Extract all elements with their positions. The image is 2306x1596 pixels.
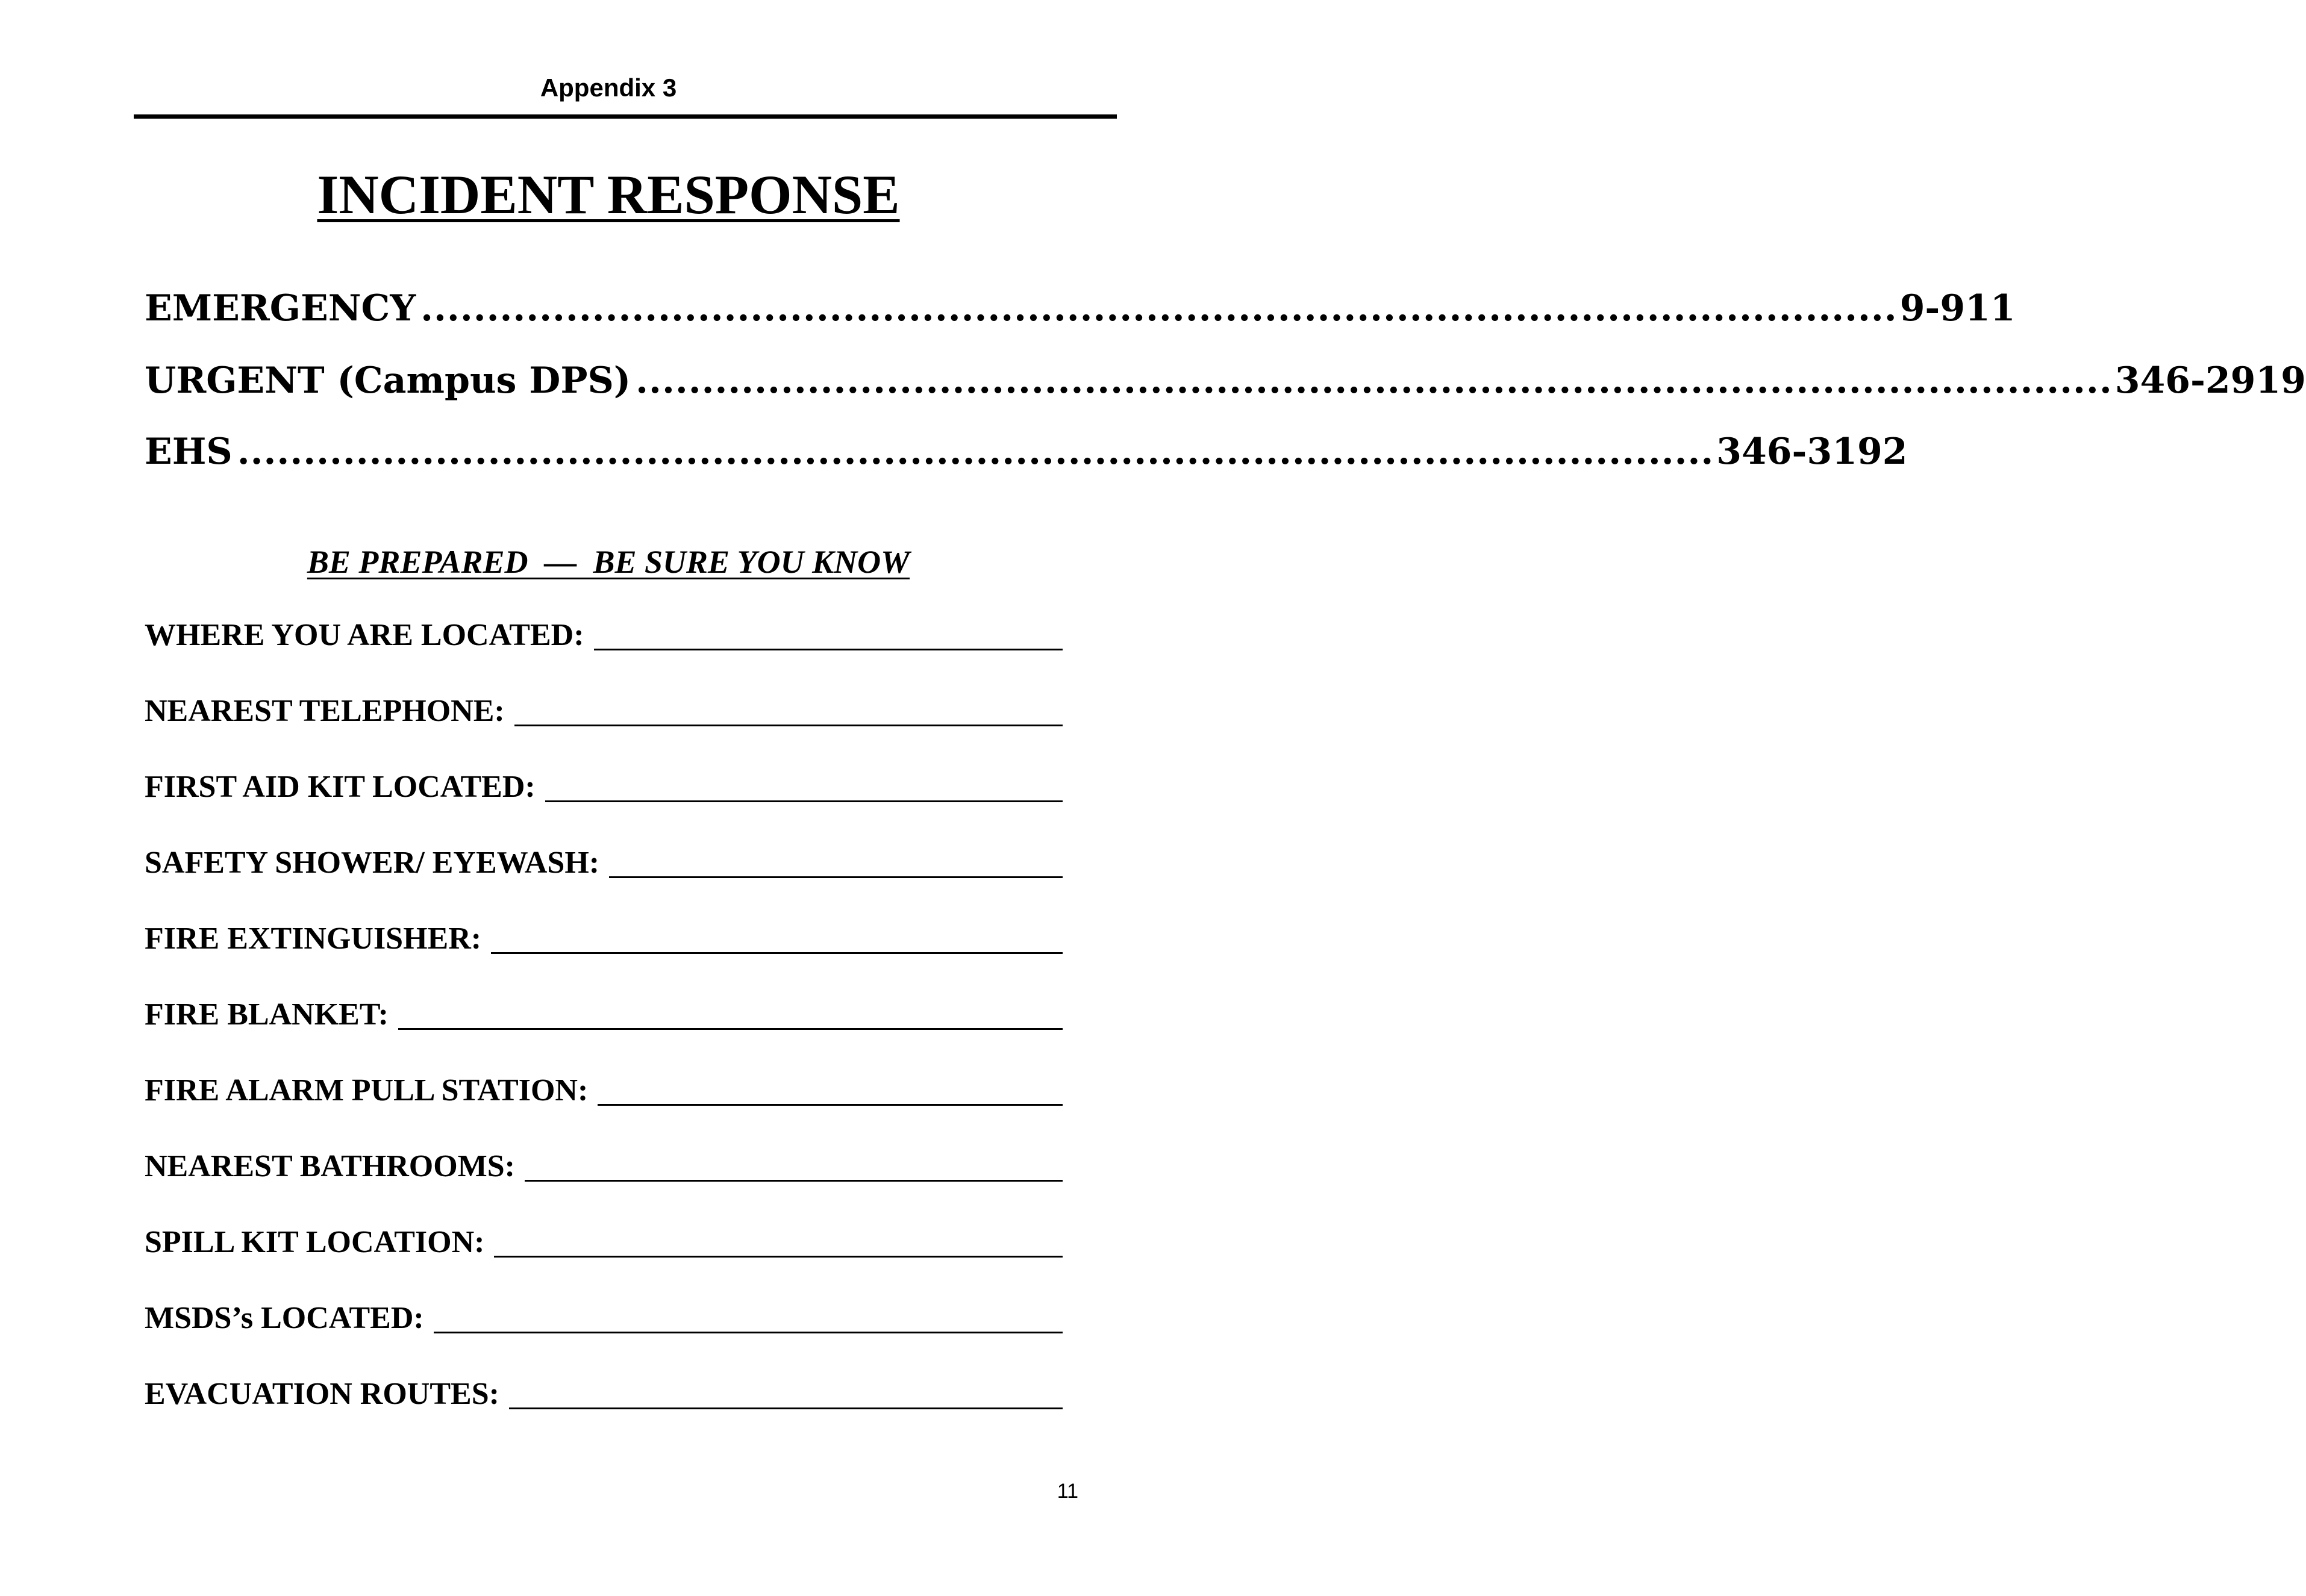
fill-in-blank — [434, 1332, 1063, 1333]
be-prepared-heading: BE PREPARED — BE SURE YOU KNOW — [307, 544, 910, 580]
header-divider — [134, 114, 1117, 119]
page-title: INCIDENT RESPONSE — [317, 164, 900, 225]
field-row-first-aid — [145, 764, 1063, 806]
contact-row-ehs — [145, 428, 1908, 476]
field-row-pull-station — [145, 1067, 1063, 1109]
contact-number: 346-3192 — [1716, 431, 1908, 473]
dot-leader: ................................................................................................................ — [636, 360, 2113, 402]
fill-in-blank — [594, 649, 1063, 650]
field-label: FIRE ALARM PULL STATION: — [145, 1073, 589, 1108]
field-label: SPILL KIT LOCATION: — [145, 1225, 485, 1259]
field-label: SAFETY SHOWER/ EYEWASH: — [145, 846, 600, 880]
contact-label: URGENT (Campus DPS) — [145, 360, 631, 402]
field-row-evacuation — [145, 1371, 1063, 1413]
contact-label: EHS — [145, 431, 233, 473]
field-row-bathrooms — [145, 1143, 1063, 1185]
fill-in-blank — [514, 725, 1063, 726]
field-label: WHERE YOU ARE LOCATED: — [145, 618, 584, 652]
field-row-telephone — [145, 688, 1063, 730]
appendix-header: Appendix 3 — [540, 73, 677, 102]
field-row-location — [145, 612, 1063, 654]
field-row-msds — [145, 1295, 1063, 1337]
dot-leader: ................................................................................................................ — [420, 287, 1898, 329]
field-label: FIRE BLANKET: — [145, 997, 389, 1032]
fill-in-blank — [398, 1028, 1063, 1030]
field-label: MSDS’s LOCATED: — [145, 1301, 424, 1335]
page-number: 11 — [1057, 1480, 1078, 1503]
fill-in-blank — [609, 876, 1063, 878]
field-row-fire-blanket — [145, 991, 1063, 1033]
contact-label: EMERGENCY — [145, 287, 416, 329]
contact-number: 346-2919 — [2114, 360, 2306, 402]
contact-row-emergency — [145, 284, 2016, 332]
field-label: EVACUATION ROUTES: — [145, 1377, 499, 1411]
fill-in-blank — [494, 1256, 1063, 1258]
fill-in-blank — [598, 1104, 1063, 1106]
fill-in-blank — [491, 952, 1063, 954]
field-label: NEAREST BATHROOMS: — [145, 1149, 515, 1183]
fill-in-blank — [545, 800, 1063, 802]
contact-number: 9-911 — [1899, 287, 2016, 329]
field-row-spill-kit — [145, 1219, 1063, 1261]
fill-in-blank — [525, 1180, 1063, 1182]
field-label: FIRE EXTINGUISHER: — [145, 921, 482, 956]
field-label: NEAREST TELEPHONE: — [145, 694, 505, 728]
field-row-shower-eyewash — [145, 840, 1063, 882]
dot-leader: ................................................................................................................ — [237, 431, 1714, 473]
contact-row-urgent — [145, 357, 2306, 405]
fill-in-blank — [509, 1407, 1063, 1409]
field-label: FIRST AID KIT LOCATED: — [145, 770, 536, 804]
field-row-extinguisher — [145, 915, 1063, 958]
